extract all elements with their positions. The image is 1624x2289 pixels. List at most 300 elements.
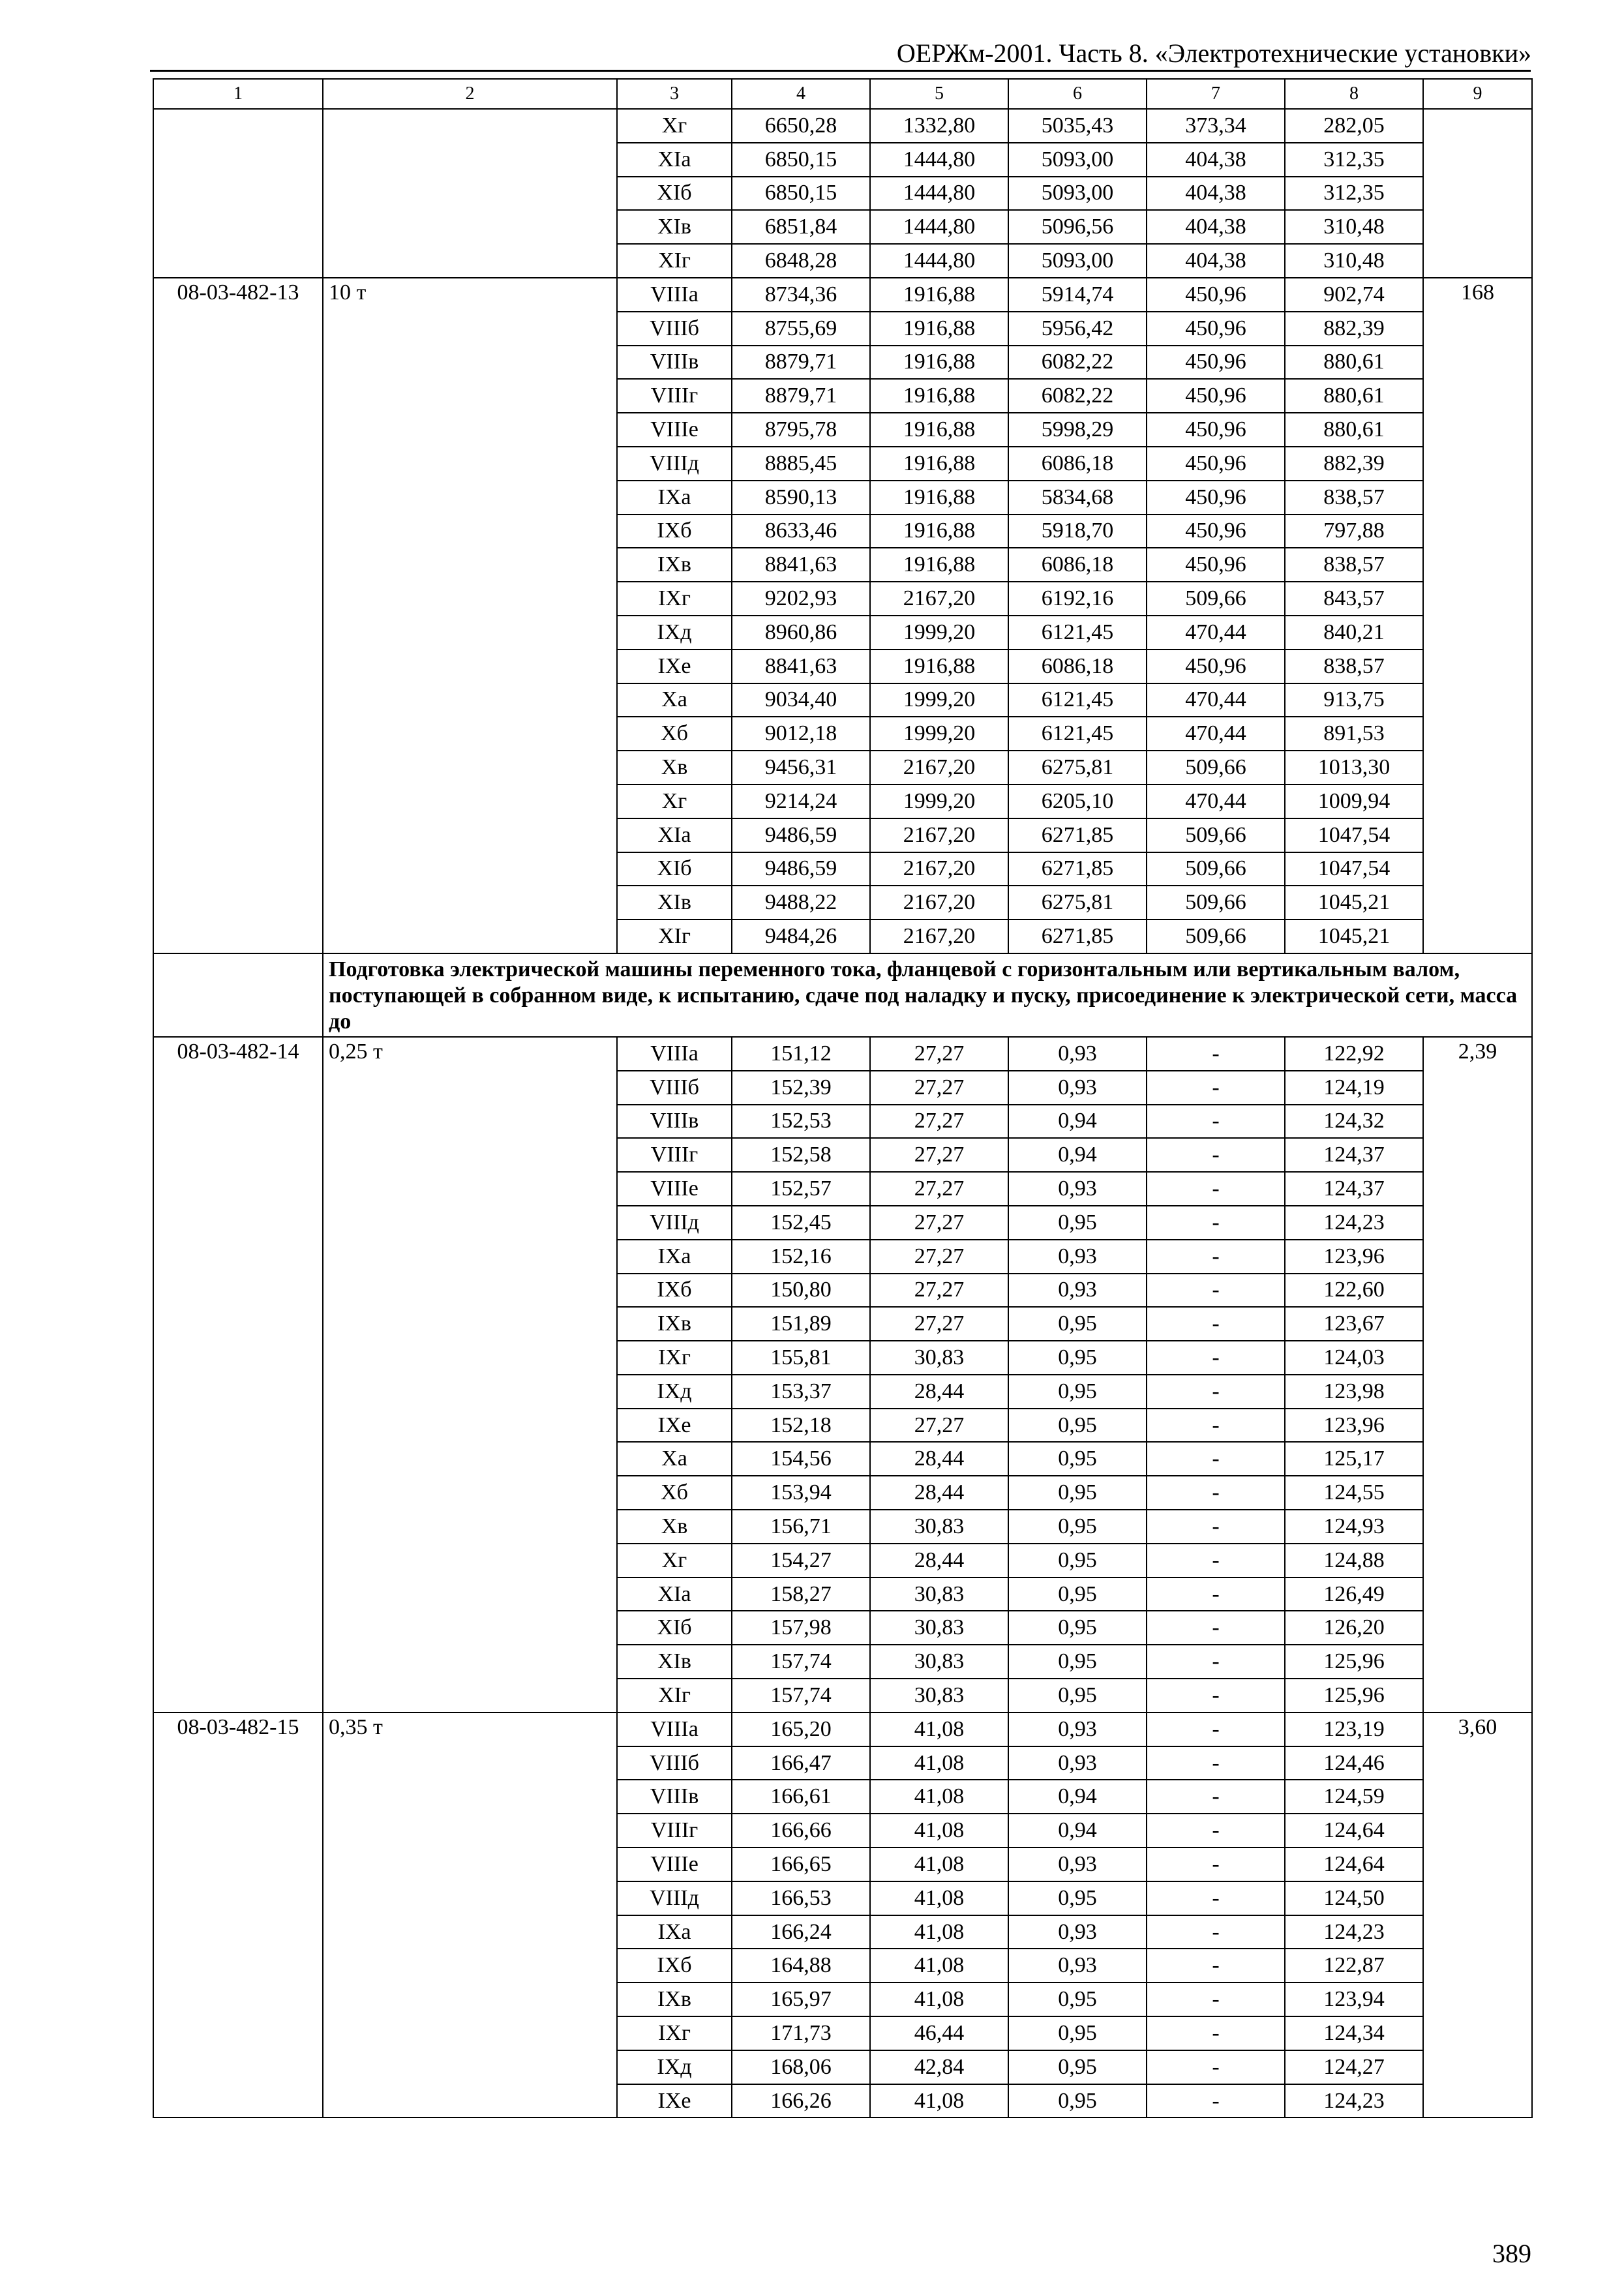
zone-code: Xг	[617, 1544, 732, 1578]
direct-costs: 8755,69	[732, 312, 870, 346]
labor-wages: 28,44	[870, 1375, 1008, 1409]
machinist-wages: 509,66	[1147, 886, 1285, 920]
zone-code: IXе	[617, 1409, 732, 1443]
zone-code: VIIIд	[617, 447, 732, 481]
direct-costs: 152,58	[732, 1138, 870, 1172]
direct-costs: 166,61	[732, 1780, 870, 1814]
machine-costs: 6086,18	[1008, 447, 1147, 481]
labor-wages: 1916,88	[870, 548, 1008, 582]
direct-costs: 165,20	[732, 1713, 870, 1746]
materials-cost: 123,96	[1285, 1409, 1423, 1443]
labor-wages: 42,84	[870, 2050, 1008, 2084]
labor-wages: 41,08	[870, 1780, 1008, 1814]
section-heading-row	[153, 953, 1532, 1037]
machinist-wages: 470,44	[1147, 717, 1285, 751]
machine-costs: 5956,42	[1008, 312, 1147, 346]
column-number-row	[153, 79, 1532, 109]
labor-rate: 3,60	[1423, 1713, 1532, 2118]
materials-cost: 126,49	[1285, 1578, 1423, 1611]
labor-wages: 27,27	[870, 1409, 1008, 1443]
labor-wages: 30,83	[870, 1611, 1008, 1645]
direct-costs: 157,98	[732, 1611, 870, 1645]
machine-costs: 0,95	[1008, 1645, 1147, 1679]
zone-code: IXб	[617, 515, 732, 548]
labor-wages: 41,08	[870, 1915, 1008, 1949]
labor-wages: 1916,88	[870, 481, 1008, 515]
direct-costs: 9012,18	[732, 717, 870, 751]
machine-costs: 6086,18	[1008, 650, 1147, 683]
rates-table	[153, 78, 1533, 2118]
materials-cost: 125,96	[1285, 1679, 1423, 1713]
machinist-wages: 450,96	[1147, 278, 1285, 312]
direct-costs: 8879,71	[732, 346, 870, 380]
labor-wages: 1999,20	[870, 785, 1008, 818]
machine-costs: 6086,18	[1008, 548, 1147, 582]
machine-costs: 0,95	[1008, 1611, 1147, 1645]
direct-costs: 166,53	[732, 1881, 870, 1915]
labor-wages: 1444,80	[870, 177, 1008, 211]
machine-costs: 0,93	[1008, 1746, 1147, 1780]
direct-costs: 166,66	[732, 1814, 870, 1848]
zone-code: Xб	[617, 717, 732, 751]
zone-code: XIб	[617, 1611, 732, 1645]
materials-cost: 891,53	[1285, 717, 1423, 751]
materials-cost: 123,98	[1285, 1375, 1423, 1409]
labor-wages: 1444,80	[870, 244, 1008, 278]
zone-code: IXб	[617, 1274, 732, 1308]
machinist-wages: 404,38	[1147, 177, 1285, 211]
machine-costs: 6121,45	[1008, 683, 1147, 717]
direct-costs: 9488,22	[732, 886, 870, 920]
header-divider	[150, 70, 1531, 72]
zone-code: XIб	[617, 177, 732, 211]
direct-costs: 168,06	[732, 2050, 870, 2084]
machinist-wages: -	[1147, 1172, 1285, 1206]
materials-cost: 124,23	[1285, 2084, 1423, 2118]
direct-costs: 9484,26	[732, 920, 870, 953]
machine-costs: 0,95	[1008, 1341, 1147, 1375]
labor-rate: 168	[1423, 278, 1532, 953]
machine-costs: 6275,81	[1008, 886, 1147, 920]
machinist-wages: -	[1147, 1105, 1285, 1139]
machinist-wages: -	[1147, 1746, 1285, 1780]
machine-costs: 6082,22	[1008, 346, 1147, 380]
direct-costs: 152,39	[732, 1071, 870, 1105]
direct-costs: 9486,59	[732, 852, 870, 886]
materials-cost: 838,57	[1285, 650, 1423, 683]
rates-table-body	[153, 79, 1532, 2117]
machinist-wages: -	[1147, 1409, 1285, 1443]
machinist-wages: -	[1147, 1510, 1285, 1544]
materials-cost: 125,96	[1285, 1645, 1423, 1679]
materials-cost: 1045,21	[1285, 886, 1423, 920]
machine-costs: 0,95	[1008, 1544, 1147, 1578]
materials-cost: 882,39	[1285, 447, 1423, 481]
mass-value	[323, 109, 617, 278]
labor-wages: 2167,20	[870, 920, 1008, 953]
zone-code: VIIIд	[617, 1881, 732, 1915]
machinist-wages: 450,96	[1147, 515, 1285, 548]
labor-wages: 30,83	[870, 1341, 1008, 1375]
materials-cost: 125,17	[1285, 1442, 1423, 1476]
column-number: 2	[323, 79, 617, 109]
machine-costs: 0,93	[1008, 1848, 1147, 1881]
zone-code: Xв	[617, 1510, 732, 1544]
labor-wages: 28,44	[870, 1476, 1008, 1510]
direct-costs: 164,88	[732, 1949, 870, 1982]
zone-code: VIIIа	[617, 278, 732, 312]
materials-cost: 880,61	[1285, 346, 1423, 380]
materials-cost: 122,92	[1285, 1037, 1423, 1071]
machinist-wages: 470,44	[1147, 785, 1285, 818]
direct-costs: 6650,28	[732, 109, 870, 143]
machinist-wages: -	[1147, 1442, 1285, 1476]
zone-code: VIIIб	[617, 312, 732, 346]
materials-cost: 1047,54	[1285, 852, 1423, 886]
labor-wages: 1916,88	[870, 312, 1008, 346]
materials-cost: 312,35	[1285, 143, 1423, 177]
zone-code: IXг	[617, 2016, 732, 2050]
machinist-wages: 404,38	[1147, 143, 1285, 177]
direct-costs: 9034,40	[732, 683, 870, 717]
direct-costs: 155,81	[732, 1341, 870, 1375]
materials-cost: 1047,54	[1285, 818, 1423, 852]
materials-cost: 310,48	[1285, 244, 1423, 278]
column-number: 3	[617, 79, 732, 109]
page-number: 389	[1492, 2239, 1531, 2268]
machine-costs: 5096,56	[1008, 210, 1147, 244]
labor-wages: 1999,20	[870, 717, 1008, 751]
zone-code: IXа	[617, 1915, 732, 1949]
direct-costs: 153,37	[732, 1375, 870, 1409]
direct-costs: 8841,63	[732, 548, 870, 582]
machine-costs: 0,95	[1008, 1409, 1147, 1443]
materials-cost: 124,37	[1285, 1138, 1423, 1172]
direct-costs: 152,45	[732, 1206, 870, 1240]
materials-cost: 124,88	[1285, 1544, 1423, 1578]
machinist-wages: -	[1147, 2050, 1285, 2084]
zone-code: Xг	[617, 785, 732, 818]
direct-costs: 9214,24	[732, 785, 870, 818]
zone-code: IXд	[617, 1375, 732, 1409]
zone-code: XIв	[617, 1645, 732, 1679]
machine-costs: 0,94	[1008, 1105, 1147, 1139]
machine-costs: 5834,68	[1008, 481, 1147, 515]
labor-wages: 2167,20	[870, 582, 1008, 616]
table-row	[153, 1037, 1532, 1071]
machinist-wages: 470,44	[1147, 616, 1285, 650]
direct-costs: 9456,31	[732, 751, 870, 785]
direct-costs: 152,16	[732, 1240, 870, 1274]
materials-cost: 1045,21	[1285, 920, 1423, 953]
direct-costs: 152,53	[732, 1105, 870, 1139]
machinist-wages: 509,66	[1147, 920, 1285, 953]
labor-wages: 27,27	[870, 1105, 1008, 1139]
labor-wages: 1916,88	[870, 650, 1008, 683]
labor-wages: 27,27	[870, 1071, 1008, 1105]
labor-wages: 2167,20	[870, 852, 1008, 886]
direct-costs: 166,47	[732, 1746, 870, 1780]
materials-cost: 123,19	[1285, 1713, 1423, 1746]
materials-cost: 1013,30	[1285, 751, 1423, 785]
machine-costs: 5093,00	[1008, 244, 1147, 278]
machinist-wages: -	[1147, 1274, 1285, 1308]
labor-wages: 27,27	[870, 1037, 1008, 1071]
labor-wages: 27,27	[870, 1307, 1008, 1341]
machinist-wages: 509,66	[1147, 852, 1285, 886]
materials-cost: 122,60	[1285, 1274, 1423, 1308]
direct-costs: 165,97	[732, 1982, 870, 2016]
table-row	[153, 1713, 1532, 1746]
direct-costs: 152,57	[732, 1172, 870, 1206]
zone-code: Xв	[617, 751, 732, 785]
machinist-wages: -	[1147, 1071, 1285, 1105]
machinist-wages: 509,66	[1147, 751, 1285, 785]
machinist-wages: -	[1147, 1341, 1285, 1375]
mass-value: 10 т	[323, 278, 617, 953]
zone-code: Xа	[617, 683, 732, 717]
column-number: 1	[153, 79, 323, 109]
machinist-wages: -	[1147, 1138, 1285, 1172]
machinist-wages: 450,96	[1147, 481, 1285, 515]
direct-costs: 6851,84	[732, 210, 870, 244]
machinist-wages: -	[1147, 1982, 1285, 2016]
machine-costs: 0,93	[1008, 1071, 1147, 1105]
direct-costs: 154,56	[732, 1442, 870, 1476]
machine-costs: 0,95	[1008, 1476, 1147, 1510]
labor-wages: 28,44	[870, 1442, 1008, 1476]
zone-code: IXг	[617, 582, 732, 616]
labor-wages: 30,83	[870, 1510, 1008, 1544]
direct-costs: 153,94	[732, 1476, 870, 1510]
materials-cost: 124,55	[1285, 1476, 1423, 1510]
materials-cost: 880,61	[1285, 413, 1423, 447]
labor-wages: 2167,20	[870, 818, 1008, 852]
machine-costs: 0,95	[1008, 2050, 1147, 2084]
machinist-wages: -	[1147, 1544, 1285, 1578]
materials-cost: 902,74	[1285, 278, 1423, 312]
machine-costs: 0,95	[1008, 1510, 1147, 1544]
direct-costs: 158,27	[732, 1578, 870, 1611]
zone-code: Xб	[617, 1476, 732, 1510]
zone-code: IXе	[617, 650, 732, 683]
zone-code: VIIIв	[617, 1105, 732, 1139]
direct-costs: 6850,15	[732, 177, 870, 211]
machinist-wages: -	[1147, 1848, 1285, 1881]
machinist-wages: 450,96	[1147, 447, 1285, 481]
machine-costs: 5914,74	[1008, 278, 1147, 312]
machine-costs: 0,95	[1008, 1442, 1147, 1476]
zone-code: XIа	[617, 143, 732, 177]
materials-cost: 124,27	[1285, 2050, 1423, 2084]
machine-costs: 6205,10	[1008, 785, 1147, 818]
labor-wages: 27,27	[870, 1274, 1008, 1308]
materials-cost: 124,93	[1285, 1510, 1423, 1544]
zone-code: IXд	[617, 616, 732, 650]
materials-cost: 840,21	[1285, 616, 1423, 650]
column-number: 6	[1008, 79, 1147, 109]
direct-costs: 150,80	[732, 1274, 870, 1308]
machinist-wages: -	[1147, 2084, 1285, 2118]
machine-costs: 0,95	[1008, 1375, 1147, 1409]
section-heading-spacer	[153, 953, 323, 1037]
table-row	[153, 278, 1532, 312]
labor-wages: 41,08	[870, 1881, 1008, 1915]
zone-code: XIв	[617, 886, 732, 920]
machine-costs: 0,93	[1008, 1915, 1147, 1949]
machine-costs: 6082,22	[1008, 379, 1147, 413]
machine-costs: 0,94	[1008, 1780, 1147, 1814]
machine-costs: 5918,70	[1008, 515, 1147, 548]
machinist-wages: -	[1147, 1881, 1285, 1915]
labor-wages: 46,44	[870, 2016, 1008, 2050]
materials-cost: 124,32	[1285, 1105, 1423, 1139]
machine-costs: 5093,00	[1008, 177, 1147, 211]
labor-wages: 30,83	[870, 1645, 1008, 1679]
zone-code: VIIIе	[617, 1172, 732, 1206]
zone-code: VIIIе	[617, 1848, 732, 1881]
labor-wages: 41,08	[870, 1949, 1008, 1982]
labor-wages: 2167,20	[870, 751, 1008, 785]
materials-cost: 124,50	[1285, 1881, 1423, 1915]
machinist-wages: -	[1147, 1814, 1285, 1848]
direct-costs: 151,12	[732, 1037, 870, 1071]
machine-costs: 0,95	[1008, 1578, 1147, 1611]
labor-wages: 28,44	[870, 1544, 1008, 1578]
direct-costs: 157,74	[732, 1679, 870, 1713]
labor-wages: 1999,20	[870, 683, 1008, 717]
machine-costs: 0,94	[1008, 1814, 1147, 1848]
labor-wages: 41,08	[870, 1982, 1008, 2016]
machinist-wages: -	[1147, 1476, 1285, 1510]
machinist-wages: -	[1147, 1713, 1285, 1746]
direct-costs: 6848,28	[732, 244, 870, 278]
labor-rate	[1423, 109, 1532, 278]
machine-costs: 0,95	[1008, 1679, 1147, 1713]
zone-code: XIг	[617, 920, 732, 953]
zone-code: IXв	[617, 548, 732, 582]
rate-code: 08-03-482-13	[153, 278, 323, 953]
materials-cost: 124,64	[1285, 1848, 1423, 1881]
direct-costs: 171,73	[732, 2016, 870, 2050]
direct-costs: 6850,15	[732, 143, 870, 177]
materials-cost: 126,20	[1285, 1611, 1423, 1645]
machinist-wages: -	[1147, 1915, 1285, 1949]
machinist-wages: 404,38	[1147, 244, 1285, 278]
zone-code: VIIIг	[617, 1138, 732, 1172]
direct-costs: 8960,86	[732, 616, 870, 650]
direct-costs: 157,74	[732, 1645, 870, 1679]
direct-costs: 166,26	[732, 2084, 870, 2118]
machinist-wages: 373,34	[1147, 109, 1285, 143]
labor-wages: 1332,80	[870, 109, 1008, 143]
materials-cost: 122,87	[1285, 1949, 1423, 1982]
machinist-wages: 450,96	[1147, 548, 1285, 582]
machine-costs: 6121,45	[1008, 717, 1147, 751]
machine-costs: 0,93	[1008, 1949, 1147, 1982]
labor-wages: 30,83	[870, 1578, 1008, 1611]
machinist-wages: 450,96	[1147, 346, 1285, 380]
machinist-wages: 450,96	[1147, 379, 1285, 413]
labor-wages: 1916,88	[870, 346, 1008, 380]
machinist-wages: -	[1147, 1611, 1285, 1645]
machine-costs: 0,95	[1008, 2016, 1147, 2050]
direct-costs: 151,89	[732, 1307, 870, 1341]
machinist-wages: 509,66	[1147, 818, 1285, 852]
machinist-wages: -	[1147, 1206, 1285, 1240]
zone-code: XIг	[617, 1679, 732, 1713]
labor-rate: 2,39	[1423, 1037, 1532, 1713]
zone-code: VIIIа	[617, 1713, 732, 1746]
machine-costs: 0,94	[1008, 1138, 1147, 1172]
materials-cost: 124,37	[1285, 1172, 1423, 1206]
machinist-wages: 404,38	[1147, 210, 1285, 244]
materials-cost: 124,19	[1285, 1071, 1423, 1105]
materials-cost: 123,94	[1285, 1982, 1423, 2016]
page-header-title: ОЕРЖм-2001. Часть 8. «Электротехнические установки»	[896, 38, 1531, 68]
machine-costs: 0,95	[1008, 1206, 1147, 1240]
machinist-wages: -	[1147, 1240, 1285, 1274]
zone-code: IXв	[617, 1982, 732, 2016]
machine-costs: 0,93	[1008, 1240, 1147, 1274]
zone-code: XIа	[617, 818, 732, 852]
zone-code: IXб	[617, 1949, 732, 1982]
materials-cost: 123,96	[1285, 1240, 1423, 1274]
labor-wages: 41,08	[870, 1848, 1008, 1881]
direct-costs: 8885,45	[732, 447, 870, 481]
rate-code	[153, 109, 323, 278]
materials-cost: 797,88	[1285, 515, 1423, 548]
machinist-wages: 470,44	[1147, 683, 1285, 717]
column-number: 5	[870, 79, 1008, 109]
materials-cost: 123,67	[1285, 1307, 1423, 1341]
labor-wages: 41,08	[870, 1746, 1008, 1780]
machine-costs: 6192,16	[1008, 582, 1147, 616]
labor-wages: 27,27	[870, 1206, 1008, 1240]
machine-costs: 0,95	[1008, 1307, 1147, 1341]
materials-cost: 124,23	[1285, 1915, 1423, 1949]
materials-cost: 124,64	[1285, 1814, 1423, 1848]
machinist-wages: -	[1147, 1037, 1285, 1071]
machine-costs: 6271,85	[1008, 852, 1147, 886]
labor-wages: 41,08	[870, 1713, 1008, 1746]
materials-cost: 124,34	[1285, 2016, 1423, 2050]
rate-code: 08-03-482-15	[153, 1713, 323, 2118]
zone-code: Xа	[617, 1442, 732, 1476]
zone-code: IXд	[617, 2050, 732, 2084]
labor-wages: 41,08	[870, 1814, 1008, 1848]
machine-costs: 5035,43	[1008, 109, 1147, 143]
materials-cost: 1009,94	[1285, 785, 1423, 818]
materials-cost: 124,03	[1285, 1341, 1423, 1375]
machinist-wages: 450,96	[1147, 650, 1285, 683]
labor-wages: 27,27	[870, 1240, 1008, 1274]
mass-value: 0,35 т	[323, 1713, 617, 2118]
zone-code: XIг	[617, 244, 732, 278]
zone-code: VIIIе	[617, 413, 732, 447]
machine-costs: 5998,29	[1008, 413, 1147, 447]
zone-code: XIб	[617, 852, 732, 886]
direct-costs: 8590,13	[732, 481, 870, 515]
materials-cost: 310,48	[1285, 210, 1423, 244]
zone-code: VIIIг	[617, 1814, 732, 1848]
direct-costs: 8633,46	[732, 515, 870, 548]
labor-wages: 1916,88	[870, 278, 1008, 312]
labor-wages: 1916,88	[870, 515, 1008, 548]
materials-cost: 882,39	[1285, 312, 1423, 346]
zone-code: IXе	[617, 2084, 732, 2118]
materials-cost: 124,46	[1285, 1746, 1423, 1780]
